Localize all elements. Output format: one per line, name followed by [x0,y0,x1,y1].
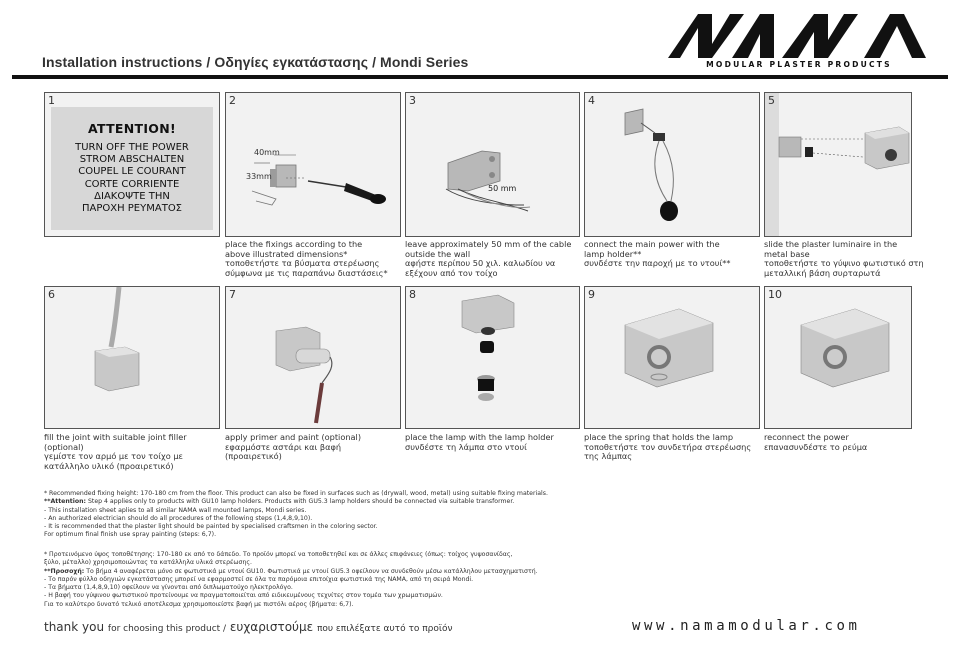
step-number: 2 [229,94,236,107]
caption-line: κατάλληλο υλικό (προαιρετικό) [44,460,174,471]
caption-line: τοποθετήστε το γύψινο φωτιστικό στη [764,258,924,269]
dimension-label-40: 40mm [254,148,280,157]
attention-line: CORTE CORRIENTE [84,178,180,190]
caption-line: επανασυνδέστε το ρεύμα [764,441,868,452]
step-3-caption [405,240,571,278]
attention-title: ATTENTION! [87,121,176,136]
step-3-panel [405,92,580,237]
step-9-caption [584,433,751,462]
caption-line: outside the wall [405,248,471,259]
step-2-caption [225,240,388,278]
step-number: 7 [229,288,236,301]
step-number: 10 [768,288,782,301]
step-number: 3 [409,94,416,107]
caption-line: apply primer and paint (optional) [225,432,362,442]
caption-line: σύμφωνα με τις παραπάνω διαστάσεις* [225,267,388,278]
dimension-label-50: 50 mm [488,184,517,193]
caption-line: (προαιρετικό) [225,451,282,462]
attention-line: ΠΑΡΟΧΗ ΡΕΥΜΑΤΟΣ [81,203,183,215]
reconnect-power-illustration [765,287,912,429]
note-line: - Η βαφή του γύψινου φωτιστικού προτείνουμε να πραγματοποιείται από ειδικευμένους τεχνίτες στον τομέα των χρωματισμών. [44,592,443,600]
step-2-panel [225,92,401,237]
header-divider [12,75,948,79]
fill-joint-illustration [45,287,220,429]
caption-line: place the lamp with the lamp holder [405,432,554,442]
step-4-caption [584,240,730,269]
attention-line: TURN OFF THE POWER [75,142,189,153]
fixing-bracket-illustration [226,93,401,237]
notes-english [44,490,548,540]
note-line: - An authorized electrician should do all procedures of the following steps (1,4,8,9,10). [44,514,313,522]
step-number: 5 [768,94,775,107]
step-7-caption [225,433,361,462]
caption-line: συνδέστε τη λάμπα στο ντουί [405,441,527,452]
notes-greek [44,551,538,609]
place-lamp-illustration [406,287,580,429]
note-line: **Attention: Step 4 applies only to products with GU10 lamp holders. Products with GU5.3 lamp holders should be connected via suitable transformer. [44,498,515,506]
slide-luminaire-illustration [765,93,912,237]
caption-line: μεταλλική βάση συρταρωτά [764,267,881,278]
note-line: * Προτεινόμενο ύψος τοποθέτησης: 170-180 εκ από το δάπεδο. Το προϊόν μπορεί να τοποθετηθεί και σε άλλες επιφάνειες (όπως: τοίχος γυψοσανίδας, [44,551,513,558]
step-7-panel [225,286,401,429]
caption-line: τοποθετήστε τον συνδετήρα στερέωσης [584,441,752,452]
caption-line: (optional) [44,441,84,452]
caption-line: leave approximately 50 mm of the cable [405,239,572,249]
step-number: 8 [409,288,416,301]
note-line: - It is recommended that the plaster light should be painted by specialised craftsmen in the coloring sector. [44,523,378,531]
caption-line: γεμίστε τον αρμό με τον τοίχο με [44,451,183,462]
step-4-panel [584,92,760,237]
caption-line: place the fixings according to the [225,239,363,249]
caption-line: τοποθετήστε τα βύσματα στερέωσης [225,258,380,269]
thank-you-gr-rest: που επιλέξατε αυτό το προϊόν [316,624,453,634]
paint-roller-illustration [226,287,401,429]
page-title: Installation instructions / Οδηγίες εγκατάστασης / Mondi Series [42,54,469,70]
step-10-panel [764,286,912,429]
caption-line: connect the main power with the [584,239,720,249]
spring-holder-illustration [585,287,760,429]
caption-line: metal base [764,248,810,259]
caption-line: slide the plaster luminaire in the [764,239,898,249]
caption-line: εξέχουν από τον τοίχο [405,267,498,278]
step-8-panel [405,286,580,429]
step-10-caption [764,433,867,452]
thank-you-en: thank you [44,620,105,634]
website-url[interactable]: www.namamodular.com [632,618,861,634]
attention-warning [51,107,213,230]
bracket-cable-illustration [406,93,580,237]
step-6-panel [44,286,220,429]
caption-line: της λάμπας [584,451,633,462]
step-1-panel [44,92,220,237]
attention-line: COUPEL LE COURANT [78,166,186,178]
caption-line: εφαρμόστε αστάρι και βαφή [225,441,342,452]
logo-subtitle: MODULAR PLASTER PRODUCTS [706,60,892,69]
note-line: ξύλο, μέταλλο) χρησιμοποιώντας τα κατάλληλα υλικά στερέωσης. [44,559,252,567]
thank-you-message [44,620,452,634]
step-5-panel [764,92,912,237]
note-line: Για το καλύτερο δυνατό τελικό αποτέλεσμα χρησιμοποιείστε βαφή με πιστόλι αέρος (βήματα: 6,7). [44,600,354,608]
note-line: - Το παρόν φύλλο οδηγιών εγκατάστασης μπορεί να εφαρμοστεί σε όλα τα παρόμοια επιτοίχια φωτιστικά της NAMA, από τη σειρά Mondi. [44,575,474,583]
note-line: For optimum final finish use spray painting (steps: 6,7). [44,531,217,539]
caption-line: fill the joint with suitable joint filler [44,432,187,442]
note-line: - This installation sheet aplies to all similar NAMA wall mounted lamps, Mondi series. [44,506,307,514]
note-line: - Τα βήματα (1,4,8,9,10) οφείλουν να γίνονται από διπλωματούχο ηλεκτρολόγο. [44,584,293,592]
caption-line: above illustrated dimensions* [225,248,348,259]
step-6-caption [44,433,187,471]
caption-line: συνδέστε την παροχή με το ντουί** [584,258,731,269]
caption-line: place the spring that holds the lamp [584,432,734,442]
thank-you-gr: ευχαριστούμε [229,620,314,634]
note-line: **Προσοχή: Το βήμα 4 αναφέρεται μόνο σε φωτιστικά με ντουί GU10. Φωτιστικά με ντουί GU5.3 οφείλουν να συνδεθούν μέσω κατάλληλου μετασχηματιστή. [44,567,538,575]
caption-line: lamp holder** [584,248,642,259]
step-number: 6 [48,288,55,301]
step-number: 1 [48,94,55,107]
step-number: 4 [588,94,595,107]
caption-line: αφήστε περίπου 50 χιλ. καλωδίου να [405,258,556,269]
step-8-caption [405,433,554,452]
attention-line: STROM ABSCHALTEN [79,154,185,166]
attention-line: ΔΙΑΚΟΨΤΕ ΤΗΝ [94,190,170,202]
dimension-label-33: 33mm [246,172,272,181]
step-9-panel [584,286,760,429]
lamp-holder-wiring-illustration [585,93,760,237]
note-line: * Recommended fixing height: 170-180 cm from the floor. This product can also be fixed in surfaces such as (drywall, wood, metal) using suitable fixing materials. [44,490,548,497]
thank-you-en-rest: for choosing this product / [107,624,227,634]
caption-line: reconnect the power [764,432,849,442]
step-number: 9 [588,288,595,301]
step-5-caption [764,240,924,278]
